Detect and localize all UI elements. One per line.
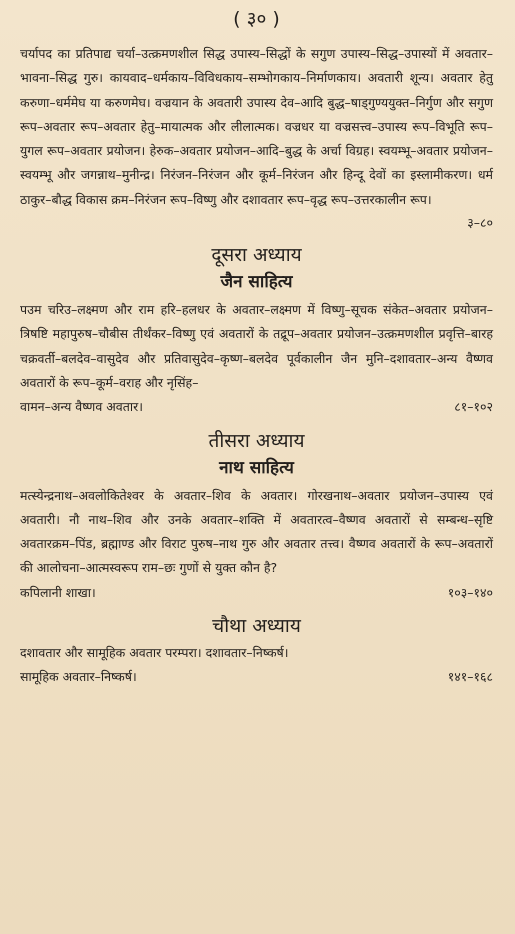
chapter-4-paragraph: दशावतार और सामूहिक अवतार परम्परा। दशावतार–निष्कर्ष। [20,645,289,661]
intro-section [20,42,493,234]
chapter-3-paragraph: मत्स्येन्द्रनाथ–अवलोकितेश्वर के अवतार–शिव के अवतार। गोरखनाथ–अवतार प्रयोजन–उपास्य एवं अवतारी। नौ नाथ–शिव और उनके अवतार–शक्ति में अवतारत्व–वैष्णव अवतारों से सम्बन्ध–सृष्टि अवतारक्रम–पिंड, ब्रह्माण्ड और विराट पुरुष–नाथ गुरु और अवतार तत्त्व। वैष्णव अवतारों के रूप–अवतारों की आलोचना–आत्मस्वरूप राम–छः गुणों से युक्त कौन है? [20,487,493,576]
chapter-2-section [20,242,493,419]
chapter-4-last-line [20,665,493,689]
chapter-4-last-text: सामूहिक अवतार–निष्कर्ष। [20,669,137,685]
chapter-4-section [20,613,493,690]
chapter-3-page-range: १०३–१४० [447,584,493,600]
chapter-2-heading: दूसरा अध्याय [211,244,302,267]
intro-paragraph: चर्यापद का प्रतिपाद्य चर्या–उत्क्रमणशील सिद्ध उपास्य–सिद्धों के सगुण उपास्य–सिद्ध–उपास्यों में अवतार–भावना–सिद्ध गुरु। कायवाद–धर्मकाय–विविधकाय–सम्भोगकाय–निर्माणकाय। अवतारी शून्य। अवतार हेतु करुणा–धर्ममेघ या करुणमेघ। वज्रयान के अवतारी उपास्य देव–आदि बुद्ध–षाड्गुण्ययुक्त–निर्गुण और सगुण रूप–अवतार रूप–अवतार हेतु–मायात्मक और लीलात्मक। वज्रधर या वज्रसत्त्व–उपास्य रूप–विभूति रूप–युगल रूप–अवतार प्रयोजन। हेरुक–अवतार प्रयोजन–आदि–बुद्ध के अर्चा विग्रह। स्वयम्भू–अवतार प्रयोजन–स्वयम्भू और जगन्नाथ–मुनीन्द्र। निरंजन–निरंजन और कूर्म–निरंजन और हिन्दू देवों का इस्लामीकरण। धर्म ठाकुर–बौद्ध विकास क्रम–निरंजन रूप–विष्णु और दशावतार रूप–वृद्ध रूप–उत्तरकालीन रूप। [20,46,493,207]
chapter-3-section [20,428,493,605]
chapter-2-last-text: वामन–अन्य वैष्णव अवतार। [20,399,143,415]
chapter-4-heading: चौथा अध्याय [212,615,301,638]
chapter-4-page-range: १४१–१६८ [447,669,493,685]
chapter-2-paragraph: पउम चरिउ–लक्ष्मण और राम हरि–हलधर के अवतार–लक्ष्मण में विष्णु–सूचक संकेत–अवतार प्रयोजन–त्रिषष्टि महापुरुष–चौबीस तीर्थंकर–विष्णु एवं अवतारों के तद्रूप–अवतार प्रयोजन–उत्क्रमणशील प्रवृत्ति–बारह चक्रवर्ती–बलदेव–वासुदेव और प्रतिवासुदेव–कृष्ण–बलदेव पूर्वकालीन जैन मुनि–दशावतार–अन्य वैष्णव अवतारों के रूप–कूर्म–वराह और नृसिंह– [20,302,493,390]
chapter-2-subheading: जैन साहित्य [220,272,293,293]
chapter-2-last-line [20,395,493,419]
page-number: ( ३० ) [233,8,280,30]
intro-page-range: ३–८० [467,215,493,231]
chapter-3-heading: तीसरा अध्याय [208,429,305,452]
chapter-3-last-text: कपिलानी शाखा। [20,584,96,600]
chapter-3-subheading: नाथ साहित्य [219,457,294,478]
chapter-2-page-range: ८१–१०२ [454,399,493,415]
chapter-3-last-line [20,581,493,605]
